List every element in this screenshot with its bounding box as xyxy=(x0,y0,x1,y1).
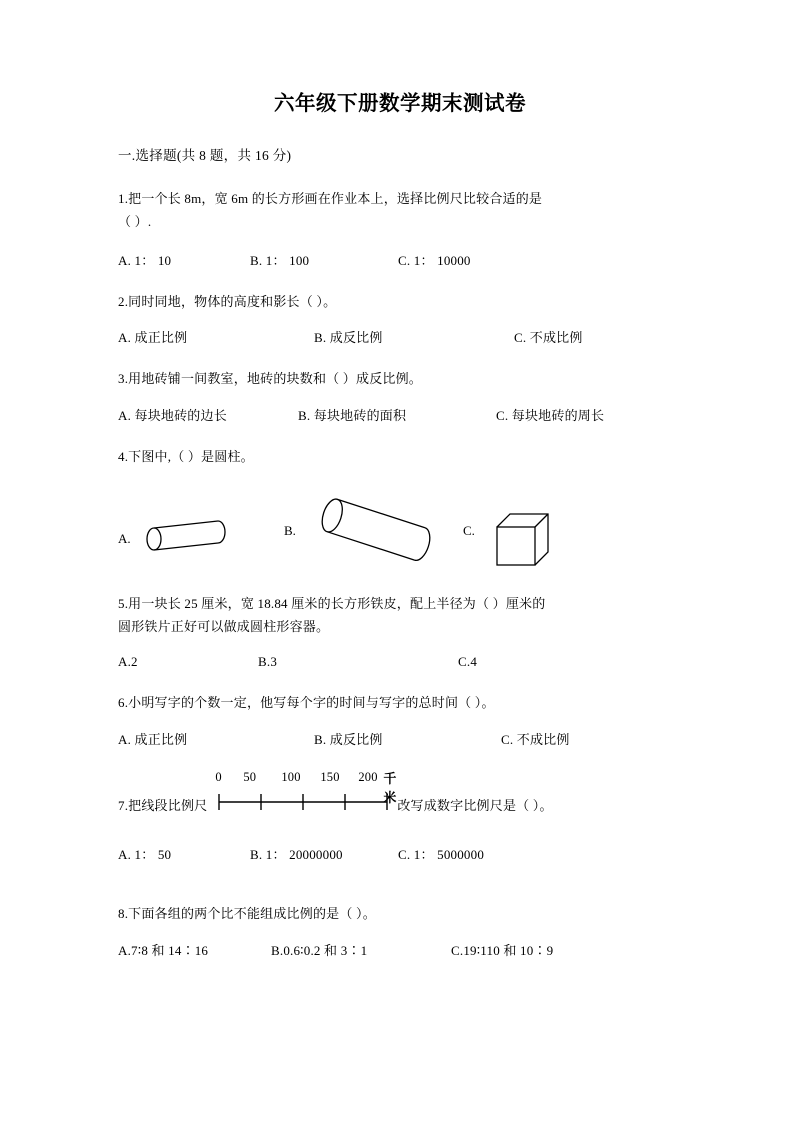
scale-tick-0: 0 xyxy=(215,770,222,784)
scale-tick-150: 150 xyxy=(320,770,340,784)
question-6 xyxy=(118,692,682,715)
question-8-option-b[interactable]: B.0.6∶0.2 和 3∶1 xyxy=(271,942,368,958)
question-7-linear-scale-figure xyxy=(215,770,397,814)
scale-bar-icon xyxy=(215,790,391,814)
question-5-stem-line2: 圆形铁片正好可以做成圆柱形容器。 xyxy=(118,618,330,634)
cylinder-thin-icon xyxy=(147,521,225,550)
question-2-options xyxy=(118,327,682,346)
page-title: 六年级下册数学期末测试卷 xyxy=(274,91,526,115)
question-8-options xyxy=(118,940,682,959)
question-4 xyxy=(118,446,682,469)
scale-unit-label: 千米 xyxy=(383,772,397,806)
question-3-option-a[interactable]: A. 每块地砖的边长 xyxy=(118,408,227,423)
question-6-option-b[interactable]: B. 成反比例 xyxy=(314,732,383,747)
question-1-stem-line2: （ ）. xyxy=(118,213,152,229)
section-heading: 一.选择题(共 8 题，共 16 分) xyxy=(118,148,292,163)
question-1-stem-line1: 1.把一个长 8m，宽 6m 的长方形画在作业本上，选择比例尺比较合适的是 xyxy=(118,191,543,206)
question-5 xyxy=(118,593,682,639)
question-8-option-c[interactable]: C.19∶110 和 10∶9 xyxy=(451,942,554,958)
question-5-stem-line1: 5.用一块长 25 厘米，宽 18.84 厘米的长方形铁皮，配上半径为（ ）厘米的 xyxy=(118,595,546,611)
question-1-option-c[interactable]: C. 1： 10000 xyxy=(398,252,471,268)
cube-icon xyxy=(497,514,548,565)
question-7 xyxy=(118,770,682,814)
question-5-option-b[interactable]: B.3 xyxy=(258,654,278,670)
question-8-option-a[interactable]: A.7∶8 和 14∶16 xyxy=(118,942,209,958)
question-6-options xyxy=(118,729,682,748)
question-1 xyxy=(118,188,682,234)
scale-tick-200: 200 xyxy=(358,770,378,784)
scale-tick-100: 100 xyxy=(281,770,301,784)
question-4-option-a[interactable]: A. xyxy=(118,530,131,546)
document-content xyxy=(118,86,682,981)
scale-tick-labels xyxy=(215,770,391,788)
question-5-options xyxy=(118,654,682,670)
scale-tick-50: 50 xyxy=(243,770,257,784)
question-8 xyxy=(118,903,682,926)
question-7-option-c[interactable]: C. 1： 5000000 xyxy=(398,847,485,862)
question-7-options xyxy=(118,844,682,863)
question-3 xyxy=(118,368,682,391)
question-6-stem: 6.小明写字的个数一定，他写每个字的时间与写字的总时间（ ）。 xyxy=(118,695,495,711)
question-7-option-b[interactable]: B. 1： 20000000 xyxy=(250,847,343,862)
question-6-option-c[interactable]: C. 不成比例 xyxy=(501,732,570,747)
question-7-stem-prefix: 7.把线段比例尺 xyxy=(118,798,208,813)
question-2-option-b[interactable]: B. 成反比例 xyxy=(314,330,383,346)
question-6-option-a[interactable]: A. 成正比例 xyxy=(118,732,188,747)
question-5-option-a[interactable]: A.2 xyxy=(118,654,138,670)
cylinder-thick-icon xyxy=(318,496,433,562)
question-1-options xyxy=(118,250,682,269)
question-7-stem-suffix: 改写成数字比例尺是（ ）。 xyxy=(397,798,553,813)
question-4-option-c[interactable]: C. xyxy=(463,522,475,538)
question-4-stem: 4.下图中,（ ）是圆柱。 xyxy=(118,449,254,464)
question-1-option-b[interactable]: B. 1： 100 xyxy=(250,252,310,268)
question-3-option-c[interactable]: C. 每块地砖的周长 xyxy=(496,408,605,423)
question-2-stem: 2.同时同地，物体的高度和影长（ ）。 xyxy=(118,293,337,309)
question-4-figures xyxy=(118,483,682,579)
question-2-option-a[interactable]: A. 成正比例 xyxy=(118,330,188,346)
question-2 xyxy=(118,291,682,314)
question-5-option-c[interactable]: C.4 xyxy=(458,654,478,670)
question-2-option-c[interactable]: C. 不成比例 xyxy=(514,330,583,346)
question-3-stem: 3.用地砖铺一间教室，地砖的块数和（ ）成反比例。 xyxy=(118,371,423,387)
question-8-stem: 8.下面各组的两个比不能组成比例的是（ ）。 xyxy=(118,906,376,921)
question-7-option-a[interactable]: A. 1： 50 xyxy=(118,847,172,862)
question-1-option-a[interactable]: A. 1： 10 xyxy=(118,252,172,268)
question-3-options xyxy=(118,405,682,424)
question-3-option-b[interactable]: B. 每块地砖的面积 xyxy=(298,408,407,423)
question-4-option-b[interactable]: B. xyxy=(284,522,296,538)
